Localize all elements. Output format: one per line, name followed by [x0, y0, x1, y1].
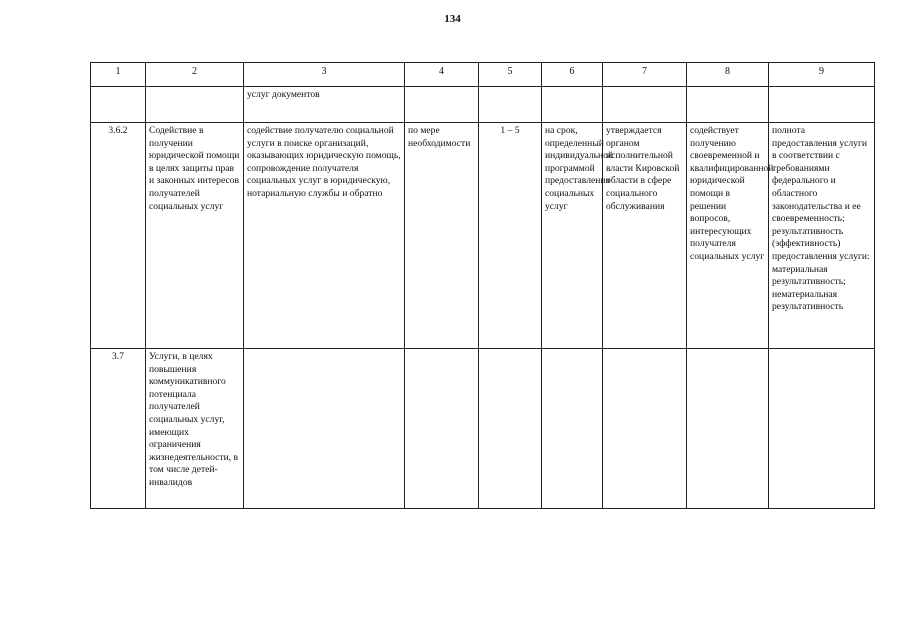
- page-number: 134: [444, 13, 461, 25]
- service-number: 3.6.2: [91, 123, 146, 349]
- column-number-header: 9: [769, 63, 875, 87]
- table-cell-empty: [542, 87, 603, 123]
- service-result: содействует получению своевременной и квалифицированной юридической помощи в решении вопросов, интересующих получателя социальных услуг: [687, 123, 769, 349]
- table-header-row: [91, 63, 875, 87]
- table-cell-empty: [405, 349, 479, 509]
- table-cell-empty: [603, 349, 687, 509]
- column-number-header: 1: [91, 63, 146, 87]
- service-frequency: по мере необходимости: [405, 123, 479, 349]
- service-name: Услуги, в целях повышения коммуникативного потенциала получателей социальных услуг, имеющих ограничения жизнедеятельности, в том числе детей-инвалидов: [146, 349, 244, 509]
- table-cell-empty: [244, 349, 405, 509]
- service-tariff: утверждается органом исполнительной власти Кировской области в сфере социального обслуживания: [603, 123, 687, 349]
- service-description-continuation: услуг документов: [244, 87, 405, 123]
- service-quality-indicators: полнота предоставления услуги в соответствии с требованиями федерального и областного законодательства и ее своевременность; результативность (эффективность) предоставления услуги: материальная результативность; нематериальная результативность: [769, 123, 875, 349]
- table-cell-empty: [603, 87, 687, 123]
- table-cell-empty: [769, 349, 875, 509]
- table-row-3-7: [91, 349, 875, 509]
- services-table: [90, 62, 875, 509]
- service-description: содействие получателю социальной услуги в поиске организаций, оказывающих юридическую помощь, сопровождение получателя социальных услуг в юридическую, нотариальную службы и обратно: [244, 123, 405, 349]
- table-row-3-6-2: [91, 123, 875, 349]
- table-cell-empty: [687, 349, 769, 509]
- service-term: на срок, определенный индивидуальной программой предоставления социальных услуг: [542, 123, 603, 349]
- table-cell-empty: [146, 87, 244, 123]
- column-number-header: 7: [603, 63, 687, 87]
- table-cell-empty: [687, 87, 769, 123]
- table-cell-empty: [91, 87, 146, 123]
- table-row-continuation: [91, 87, 875, 123]
- service-number: 3.7: [91, 349, 146, 509]
- column-number-header: 3: [244, 63, 405, 87]
- column-number-header: 6: [542, 63, 603, 87]
- column-number-header: 2: [146, 63, 244, 87]
- column-number-header: 5: [479, 63, 542, 87]
- service-name: Содействие в получении юридической помощи в целях защиты прав и законных интересов получателей социальных услуг: [146, 123, 244, 349]
- table-cell-empty: [542, 349, 603, 509]
- column-number-header: 8: [687, 63, 769, 87]
- service-units: 1 – 5: [479, 123, 542, 349]
- table-cell-empty: [479, 87, 542, 123]
- table-cell-empty: [479, 349, 542, 509]
- table-cell-empty: [405, 87, 479, 123]
- column-number-header: 4: [405, 63, 479, 87]
- table-cell-empty: [769, 87, 875, 123]
